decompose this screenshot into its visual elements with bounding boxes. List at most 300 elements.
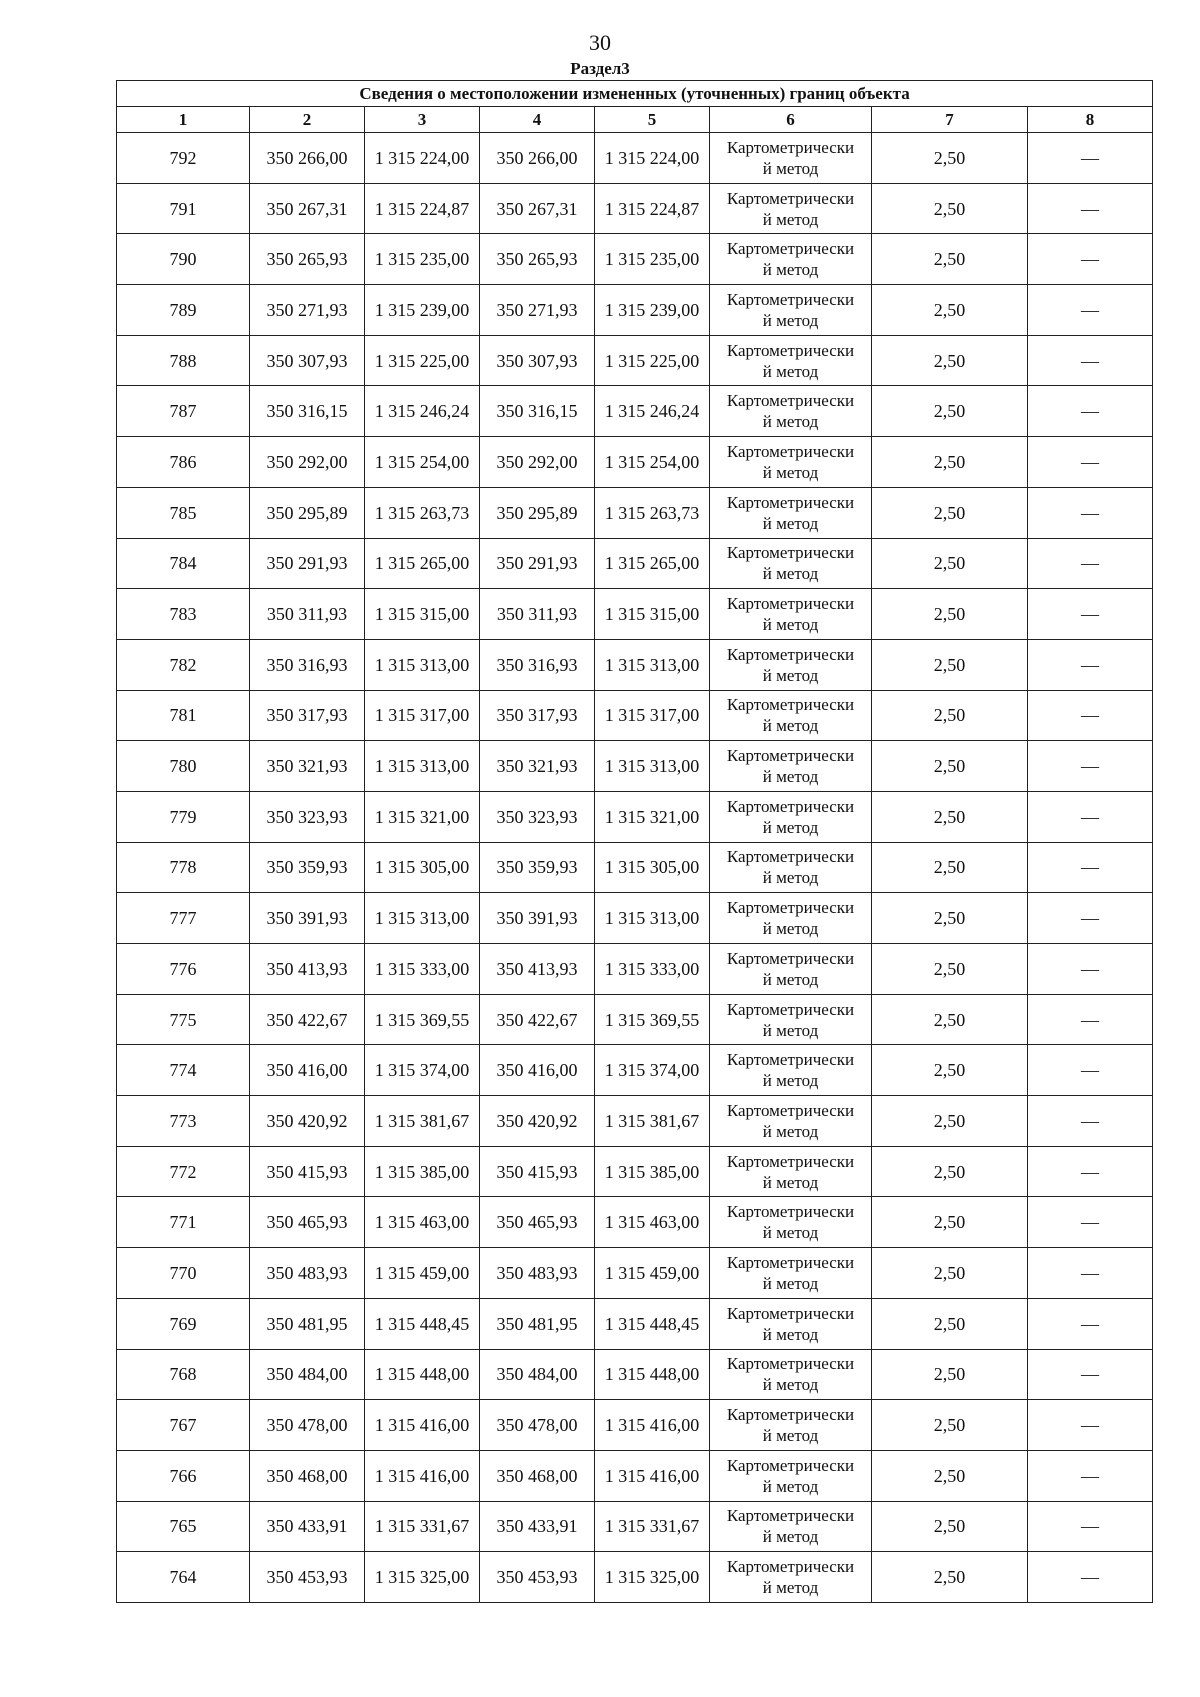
point-number-cell: 766	[117, 1450, 250, 1501]
method-text-line1: Картометрически	[726, 1100, 855, 1120]
method-text-line1: Картометрически	[726, 239, 855, 259]
precision-cell: 2,50	[872, 893, 1028, 944]
new-y-cell: 1 315 239,00	[595, 285, 710, 336]
table-row	[117, 893, 1153, 944]
new-y-cell: 1 315 265,00	[595, 538, 710, 589]
point-number-cell: 768	[117, 1349, 250, 1400]
precision-cell: 2,50	[872, 1501, 1028, 1552]
table-row	[117, 1349, 1153, 1400]
new-y-cell: 1 315 416,00	[595, 1400, 710, 1451]
method-text-line1: Картометрически	[726, 543, 855, 563]
method-cell	[710, 437, 872, 488]
point-number-cell: 764	[117, 1552, 250, 1603]
table-row	[117, 538, 1153, 589]
column-number: 2	[250, 107, 365, 133]
table-row	[117, 1501, 1153, 1552]
existing-y-cell: 1 315 463,00	[365, 1197, 480, 1248]
description-cell: —	[1028, 1298, 1153, 1349]
new-y-cell: 1 315 313,00	[595, 639, 710, 690]
new-y-cell: 1 315 321,00	[595, 791, 710, 842]
new-x-cell: 350 321,93	[480, 741, 595, 792]
description-cell: —	[1028, 133, 1153, 184]
new-x-cell: 350 415,93	[480, 1146, 595, 1197]
method-text-line1: Картометрически	[726, 1405, 855, 1425]
method-cell	[710, 639, 872, 690]
point-number-cell: 770	[117, 1248, 250, 1299]
method-text-line1: Картометрически	[726, 1252, 855, 1272]
point-number-cell: 788	[117, 335, 250, 386]
method-text-line2: й метод	[762, 1578, 819, 1598]
method-text-line2: й метод	[762, 1071, 819, 1091]
precision-cell: 2,50	[872, 842, 1028, 893]
precision-cell: 2,50	[872, 639, 1028, 690]
method-text-line1: Картометрически	[726, 847, 855, 867]
new-y-cell: 1 315 305,00	[595, 842, 710, 893]
existing-y-cell: 1 315 224,00	[365, 133, 480, 184]
precision-cell: 2,50	[872, 335, 1028, 386]
new-x-cell: 350 271,93	[480, 285, 595, 336]
method-cell	[710, 234, 872, 285]
existing-x-cell: 350 465,93	[250, 1197, 365, 1248]
table-row	[117, 690, 1153, 741]
new-x-cell: 350 413,93	[480, 944, 595, 995]
table-row	[117, 791, 1153, 842]
precision-cell: 2,50	[872, 386, 1028, 437]
method-text-line2: й метод	[762, 209, 819, 229]
new-x-cell: 350 483,93	[480, 1248, 595, 1299]
existing-y-cell: 1 315 254,00	[365, 437, 480, 488]
existing-x-cell: 350 321,93	[250, 741, 365, 792]
table-row	[117, 842, 1153, 893]
point-number-cell: 784	[117, 538, 250, 589]
existing-x-cell: 350 420,92	[250, 1096, 365, 1147]
existing-y-cell: 1 315 239,00	[365, 285, 480, 336]
table-row	[117, 133, 1153, 184]
precision-cell: 2,50	[872, 1045, 1028, 1096]
method-cell	[710, 183, 872, 234]
point-number-cell: 765	[117, 1501, 250, 1552]
description-cell: —	[1028, 639, 1153, 690]
new-x-cell: 350 484,00	[480, 1349, 595, 1400]
existing-x-cell: 350 416,00	[250, 1045, 365, 1096]
existing-y-cell: 1 315 331,67	[365, 1501, 480, 1552]
precision-cell: 2,50	[872, 1450, 1028, 1501]
table-row	[117, 234, 1153, 285]
point-number-cell: 782	[117, 639, 250, 690]
method-text-line1: Картометрически	[726, 188, 855, 208]
new-x-cell: 350 359,93	[480, 842, 595, 893]
method-cell	[710, 589, 872, 640]
new-y-cell: 1 315 224,00	[595, 133, 710, 184]
existing-y-cell: 1 315 313,00	[365, 893, 480, 944]
method-cell	[710, 386, 872, 437]
table-row	[117, 285, 1153, 336]
existing-y-cell: 1 315 381,67	[365, 1096, 480, 1147]
existing-y-cell: 1 315 333,00	[365, 944, 480, 995]
method-text-line2: й метод	[762, 564, 819, 584]
existing-x-cell: 350 266,00	[250, 133, 365, 184]
new-y-cell: 1 315 416,00	[595, 1450, 710, 1501]
point-number-cell: 777	[117, 893, 250, 944]
section-title: Раздел3	[570, 59, 630, 78]
new-x-cell: 350 265,93	[480, 234, 595, 285]
existing-y-cell: 1 315 235,00	[365, 234, 480, 285]
method-text-line1: Картометрически	[726, 1557, 855, 1577]
table-row	[117, 1450, 1153, 1501]
method-text-line2: й метод	[762, 513, 819, 533]
method-text-line2: й метод	[762, 412, 819, 432]
new-y-cell: 1 315 313,00	[595, 741, 710, 792]
column-number: 7	[872, 107, 1028, 133]
description-cell: —	[1028, 690, 1153, 741]
description-cell: —	[1028, 1501, 1153, 1552]
method-cell	[710, 335, 872, 386]
existing-y-cell: 1 315 225,00	[365, 335, 480, 386]
method-cell	[710, 133, 872, 184]
point-number-cell: 785	[117, 487, 250, 538]
table-caption: Сведения о местоположении измененных (уточненных) границ объекта	[117, 81, 1153, 107]
precision-cell: 2,50	[872, 690, 1028, 741]
method-text-line2: й метод	[762, 158, 819, 178]
precision-cell: 2,50	[872, 487, 1028, 538]
table-row	[117, 1248, 1153, 1299]
table-row	[117, 183, 1153, 234]
point-number-cell: 783	[117, 589, 250, 640]
method-text-line2: й метод	[762, 1324, 819, 1344]
method-text-line1: Картометрически	[726, 1050, 855, 1070]
table-row	[117, 1400, 1153, 1451]
new-y-cell: 1 315 385,00	[595, 1146, 710, 1197]
table-row	[117, 1552, 1153, 1603]
description-cell: —	[1028, 1400, 1153, 1451]
description-cell: —	[1028, 842, 1153, 893]
precision-cell: 2,50	[872, 589, 1028, 640]
description-cell: —	[1028, 538, 1153, 589]
new-x-cell: 350 481,95	[480, 1298, 595, 1349]
method-cell	[710, 1450, 872, 1501]
new-y-cell: 1 315 225,00	[595, 335, 710, 386]
precision-cell: 2,50	[872, 234, 1028, 285]
new-y-cell: 1 315 224,87	[595, 183, 710, 234]
description-cell: —	[1028, 893, 1153, 944]
description-cell: —	[1028, 285, 1153, 336]
method-text-line1: Картометрически	[726, 137, 855, 157]
table-row	[117, 335, 1153, 386]
precision-cell: 2,50	[872, 1349, 1028, 1400]
precision-cell: 2,50	[872, 1298, 1028, 1349]
existing-x-cell: 350 267,31	[250, 183, 365, 234]
new-x-cell: 350 316,15	[480, 386, 595, 437]
existing-x-cell: 350 317,93	[250, 690, 365, 741]
table-row	[117, 944, 1153, 995]
existing-y-cell: 1 315 246,24	[365, 386, 480, 437]
existing-y-cell: 1 315 448,45	[365, 1298, 480, 1349]
method-text-line2: й метод	[762, 1273, 819, 1293]
method-text-line1: Картометрически	[726, 999, 855, 1019]
precision-cell: 2,50	[872, 1146, 1028, 1197]
table-row	[117, 1298, 1153, 1349]
precision-cell: 2,50	[872, 994, 1028, 1045]
new-y-cell: 1 315 463,00	[595, 1197, 710, 1248]
new-y-cell: 1 315 369,55	[595, 994, 710, 1045]
existing-y-cell: 1 315 416,00	[365, 1450, 480, 1501]
description-cell: —	[1028, 1197, 1153, 1248]
method-text-line2: й метод	[762, 615, 819, 635]
method-text-line1: Картометрически	[726, 796, 855, 816]
description-cell: —	[1028, 234, 1153, 285]
precision-cell: 2,50	[872, 1197, 1028, 1248]
description-cell: —	[1028, 386, 1153, 437]
table-row	[117, 487, 1153, 538]
existing-x-cell: 350 478,00	[250, 1400, 365, 1451]
method-text-line1: Картометрически	[726, 441, 855, 461]
new-x-cell: 350 391,93	[480, 893, 595, 944]
point-number-cell: 775	[117, 994, 250, 1045]
existing-x-cell: 350 468,00	[250, 1450, 365, 1501]
new-x-cell: 350 317,93	[480, 690, 595, 741]
method-cell	[710, 1248, 872, 1299]
point-number-cell: 776	[117, 944, 250, 995]
page-number: 30	[589, 30, 611, 55]
new-y-cell: 1 315 459,00	[595, 1248, 710, 1299]
point-number-cell: 773	[117, 1096, 250, 1147]
method-text-line2: й метод	[762, 1426, 819, 1446]
new-x-cell: 350 266,00	[480, 133, 595, 184]
method-text-line2: й метод	[762, 1476, 819, 1496]
table-row	[117, 639, 1153, 690]
method-cell	[710, 842, 872, 893]
existing-y-cell: 1 315 385,00	[365, 1146, 480, 1197]
method-cell	[710, 487, 872, 538]
existing-y-cell: 1 315 315,00	[365, 589, 480, 640]
new-y-cell: 1 315 448,00	[595, 1349, 710, 1400]
table-row	[117, 1045, 1153, 1096]
existing-x-cell: 350 391,93	[250, 893, 365, 944]
new-y-cell: 1 315 448,45	[595, 1298, 710, 1349]
method-text-line2: й метод	[762, 1121, 819, 1141]
method-text-line2: й метод	[762, 1375, 819, 1395]
new-x-cell: 350 420,92	[480, 1096, 595, 1147]
point-number-cell: 778	[117, 842, 250, 893]
method-cell	[710, 1197, 872, 1248]
existing-x-cell: 350 415,93	[250, 1146, 365, 1197]
table-row	[117, 437, 1153, 488]
method-cell	[710, 1045, 872, 1096]
method-cell	[710, 1096, 872, 1147]
precision-cell: 2,50	[872, 741, 1028, 792]
new-x-cell: 350 291,93	[480, 538, 595, 589]
new-y-cell: 1 315 325,00	[595, 1552, 710, 1603]
method-cell	[710, 1349, 872, 1400]
description-cell: —	[1028, 1349, 1153, 1400]
existing-x-cell: 350 295,89	[250, 487, 365, 538]
new-x-cell: 350 316,93	[480, 639, 595, 690]
existing-x-cell: 350 422,67	[250, 994, 365, 1045]
precision-cell: 2,50	[872, 1096, 1028, 1147]
existing-y-cell: 1 315 224,87	[365, 183, 480, 234]
point-number-cell: 772	[117, 1146, 250, 1197]
existing-y-cell: 1 315 263,73	[365, 487, 480, 538]
column-number: 5	[595, 107, 710, 133]
precision-cell: 2,50	[872, 285, 1028, 336]
new-y-cell: 1 315 317,00	[595, 690, 710, 741]
existing-y-cell: 1 315 448,00	[365, 1349, 480, 1400]
method-cell	[710, 994, 872, 1045]
existing-y-cell: 1 315 313,00	[365, 741, 480, 792]
point-number-cell: 781	[117, 690, 250, 741]
table-row	[117, 1197, 1153, 1248]
existing-x-cell: 350 316,93	[250, 639, 365, 690]
table-body	[117, 133, 1153, 1603]
new-y-cell: 1 315 313,00	[595, 893, 710, 944]
existing-x-cell: 350 323,93	[250, 791, 365, 842]
method-text-line1: Картометрически	[726, 340, 855, 360]
method-text-line2: й метод	[762, 817, 819, 837]
new-x-cell: 350 295,89	[480, 487, 595, 538]
method-cell	[710, 690, 872, 741]
new-x-cell: 350 311,93	[480, 589, 595, 640]
existing-x-cell: 350 433,91	[250, 1501, 365, 1552]
precision-cell: 2,50	[872, 538, 1028, 589]
method-text-line2: й метод	[762, 361, 819, 381]
existing-y-cell: 1 315 325,00	[365, 1552, 480, 1603]
method-text-line1: Картометрически	[726, 898, 855, 918]
description-cell: —	[1028, 1045, 1153, 1096]
method-cell	[710, 893, 872, 944]
method-cell	[710, 791, 872, 842]
method-text-line1: Картометрически	[726, 1506, 855, 1526]
existing-x-cell: 350 271,93	[250, 285, 365, 336]
new-y-cell: 1 315 331,67	[595, 1501, 710, 1552]
description-cell: —	[1028, 994, 1153, 1045]
new-x-cell: 350 292,00	[480, 437, 595, 488]
method-text-line1: Картометрически	[726, 391, 855, 411]
description-cell: —	[1028, 741, 1153, 792]
method-text-line2: й метод	[762, 462, 819, 482]
new-x-cell: 350 478,00	[480, 1400, 595, 1451]
method-text-line1: Картометрически	[726, 1202, 855, 1222]
method-cell	[710, 944, 872, 995]
method-text-line1: Картометрически	[726, 1455, 855, 1475]
existing-x-cell: 350 292,00	[250, 437, 365, 488]
existing-x-cell: 350 307,93	[250, 335, 365, 386]
method-text-line1: Картометрически	[726, 289, 855, 309]
method-text-line2: й метод	[762, 1527, 819, 1547]
existing-x-cell: 350 413,93	[250, 944, 365, 995]
precision-cell: 2,50	[872, 183, 1028, 234]
table-row	[117, 741, 1153, 792]
existing-y-cell: 1 315 374,00	[365, 1045, 480, 1096]
coordinates-table	[116, 80, 1153, 1603]
column-number: 8	[1028, 107, 1153, 133]
method-cell	[710, 1501, 872, 1552]
description-cell: —	[1028, 437, 1153, 488]
new-x-cell: 350 465,93	[480, 1197, 595, 1248]
method-text-line2: й метод	[762, 1172, 819, 1192]
existing-x-cell: 350 265,93	[250, 234, 365, 285]
method-text-line2: й метод	[762, 919, 819, 939]
description-cell: —	[1028, 487, 1153, 538]
existing-y-cell: 1 315 416,00	[365, 1400, 480, 1451]
method-text-line1: Картометрически	[726, 594, 855, 614]
description-cell: —	[1028, 944, 1153, 995]
table-row	[117, 1146, 1153, 1197]
description-cell: —	[1028, 1146, 1153, 1197]
method-text-line1: Картометрически	[726, 644, 855, 664]
method-text-line1: Картометрически	[726, 492, 855, 512]
point-number-cell: 791	[117, 183, 250, 234]
method-text-line2: й метод	[762, 665, 819, 685]
new-y-cell: 1 315 381,67	[595, 1096, 710, 1147]
point-number-cell: 774	[117, 1045, 250, 1096]
existing-y-cell: 1 315 369,55	[365, 994, 480, 1045]
table-row	[117, 386, 1153, 437]
description-cell: —	[1028, 183, 1153, 234]
column-number: 6	[710, 107, 872, 133]
point-number-cell: 769	[117, 1298, 250, 1349]
method-text-line1: Картометрически	[726, 746, 855, 766]
new-x-cell: 350 267,31	[480, 183, 595, 234]
method-text-line1: Картометрически	[726, 695, 855, 715]
description-cell: —	[1028, 1248, 1153, 1299]
table-row	[117, 589, 1153, 640]
new-x-cell: 350 422,67	[480, 994, 595, 1045]
existing-y-cell: 1 315 321,00	[365, 791, 480, 842]
method-cell	[710, 1552, 872, 1603]
method-cell	[710, 285, 872, 336]
point-number-cell: 780	[117, 741, 250, 792]
new-y-cell: 1 315 254,00	[595, 437, 710, 488]
existing-y-cell: 1 315 305,00	[365, 842, 480, 893]
method-text-line2: й метод	[762, 1223, 819, 1243]
method-text-line1: Картометрически	[726, 1303, 855, 1323]
existing-x-cell: 350 484,00	[250, 1349, 365, 1400]
column-number: 3	[365, 107, 480, 133]
method-text-line2: й метод	[762, 868, 819, 888]
new-x-cell: 350 453,93	[480, 1552, 595, 1603]
new-y-cell: 1 315 333,00	[595, 944, 710, 995]
existing-y-cell: 1 315 317,00	[365, 690, 480, 741]
existing-x-cell: 350 453,93	[250, 1552, 365, 1603]
method-text-line2: й метод	[762, 310, 819, 330]
precision-cell: 2,50	[872, 791, 1028, 842]
point-number-cell: 790	[117, 234, 250, 285]
column-number: 4	[480, 107, 595, 133]
description-cell: —	[1028, 589, 1153, 640]
existing-x-cell: 350 359,93	[250, 842, 365, 893]
existing-x-cell: 350 311,93	[250, 589, 365, 640]
point-number-cell: 792	[117, 133, 250, 184]
new-y-cell: 1 315 263,73	[595, 487, 710, 538]
new-x-cell: 350 323,93	[480, 791, 595, 842]
precision-cell: 2,50	[872, 1248, 1028, 1299]
precision-cell: 2,50	[872, 437, 1028, 488]
method-cell	[710, 1400, 872, 1451]
point-number-cell: 786	[117, 437, 250, 488]
description-cell: —	[1028, 1552, 1153, 1603]
new-y-cell: 1 315 374,00	[595, 1045, 710, 1096]
method-text-line2: й метод	[762, 260, 819, 280]
new-x-cell: 350 307,93	[480, 335, 595, 386]
method-text-line1: Картометрически	[726, 1151, 855, 1171]
table-row	[117, 1096, 1153, 1147]
existing-x-cell: 350 483,93	[250, 1248, 365, 1299]
description-cell: —	[1028, 1450, 1153, 1501]
method-text-line2: й метод	[762, 1020, 819, 1040]
existing-x-cell: 350 316,15	[250, 386, 365, 437]
point-number-cell: 789	[117, 285, 250, 336]
method-text-line1: Картометрически	[726, 948, 855, 968]
